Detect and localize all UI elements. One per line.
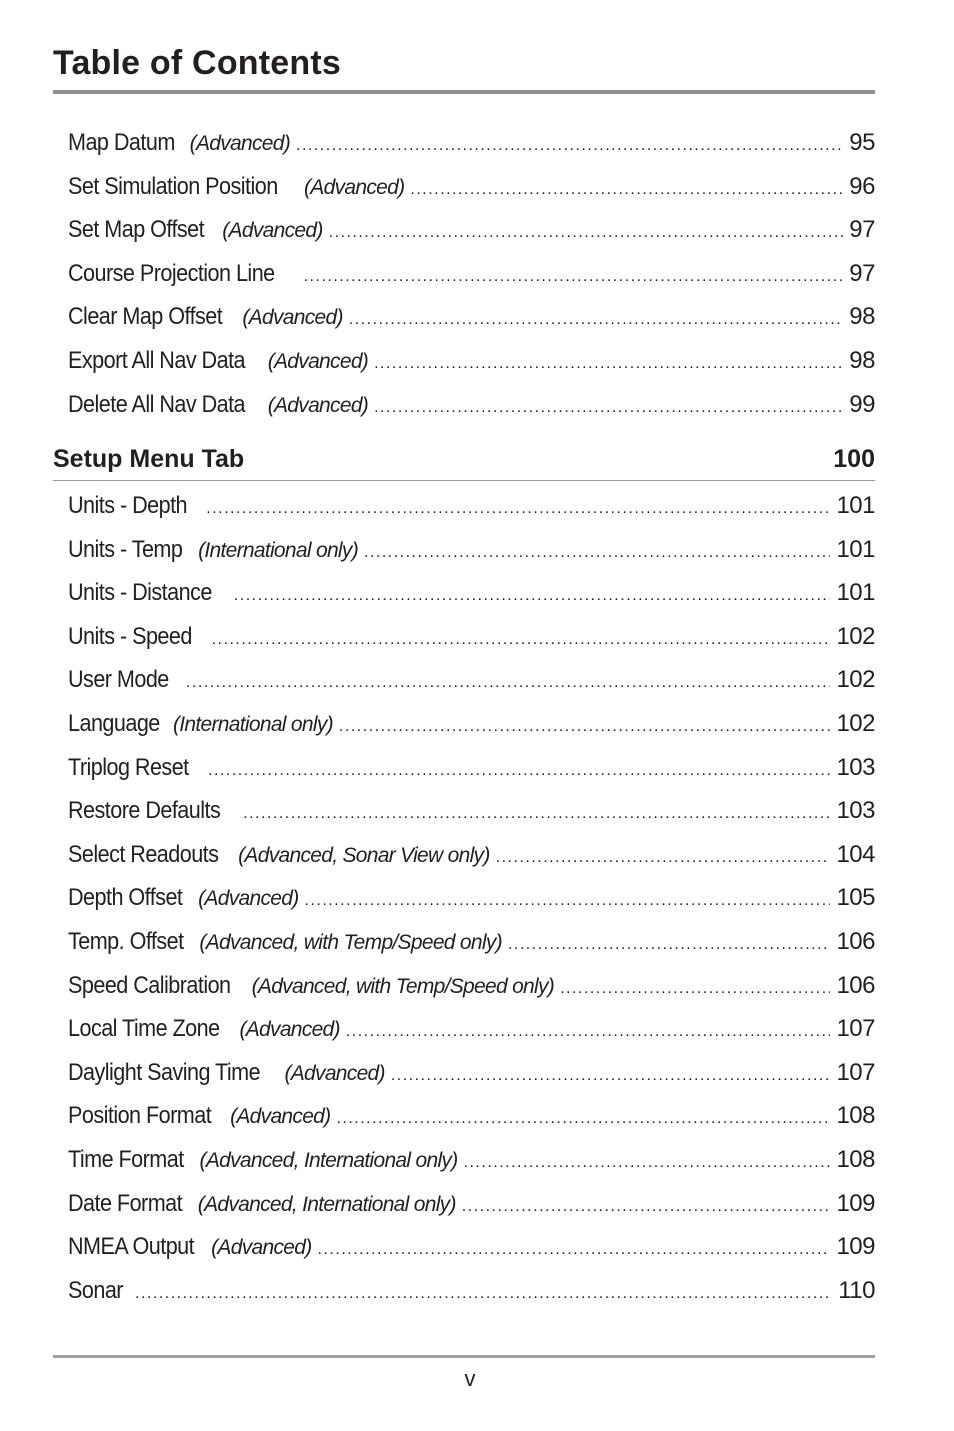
toc-entry-note: (Advanced) [198,887,299,911]
dot-leader [374,342,843,386]
toc-entry[interactable] [68,1007,875,1051]
toc-entry-label: Units - Temp [68,535,183,563]
toc-entry[interactable] [68,121,875,165]
dot-leader [410,168,843,212]
toc-entry-page-number: 107 [836,1058,875,1086]
section-title: Setup Menu Tab [53,445,245,473]
toc-entry-note: (Advanced, with Temp/Speed only) [251,974,555,998]
toc-entry-label: Units - Speed [68,622,192,650]
toc-entry-note: (Advanced, International only) [199,1148,458,1172]
section-heading-setup-menu-tab[interactable] [53,445,875,474]
dot-leader [234,574,831,618]
toc-entry-page-number: 102 [836,666,875,694]
toc-entry-label: User Mode [68,666,169,694]
toc-entry-page-number: 108 [836,1145,875,1173]
dot-leader [186,661,830,705]
toc-entry-label: Triplog Reset [68,753,189,781]
toc-entry-page-number: 101 [836,535,875,563]
dot-leader [508,923,831,967]
toc-entry-note: (Advanced) [222,219,323,243]
section-divider [53,480,875,481]
toc-entry-note: (International only) [172,712,333,736]
toc-entry[interactable] [68,964,875,1008]
toc-entry-label: Daylight Saving Time [68,1058,261,1086]
dot-leader [462,1185,831,1229]
toc-entry-note: (International only) [198,538,358,562]
page-title: Table of Contents [53,44,341,82]
dot-leader [496,836,831,880]
toc-entry-note: (Advanced) [189,132,291,155]
dot-leader [135,1272,832,1316]
toc-entry[interactable] [68,833,875,877]
toc-entry-label: Course Projection Line [68,259,275,287]
toc-entry-label: Temp. Offset [68,927,184,955]
dot-leader [339,705,831,749]
toc-entry-page-number: 106 [836,927,875,955]
toc-entry[interactable] [68,295,875,339]
toc-entry-page-number: 101 [836,579,875,607]
dot-leader [304,255,844,299]
toc-entry[interactable] [68,571,875,615]
toc-entry-page-number: 98 [849,303,875,331]
toc-entry[interactable] [68,208,875,252]
toc-entry-note: (Advanced) [304,175,405,199]
toc-entry-page-number: 97 [849,216,875,244]
toc-entry-note: (Advanced) [267,393,369,417]
toc-entry[interactable] [68,615,875,659]
dot-leader [329,211,844,255]
toc-entry-page-number: 106 [836,971,875,999]
toc-entry-note: (Advanced) [242,306,343,330]
toc-entry-page-number: 105 [836,884,875,912]
dot-leader [349,298,844,342]
toc-entry-note: (Advanced) [267,349,369,373]
toc-entry[interactable] [68,1094,875,1138]
toc-entry[interactable] [68,1182,875,1226]
toc-entry-page-number: 107 [836,1015,875,1043]
toc-entry-page-number: 109 [836,1189,875,1217]
toc-entry-page-number: 104 [836,840,875,868]
toc-entry-label: Time Format [68,1145,184,1173]
toc-entry-note: (Advanced, Sonar View only) [238,843,490,867]
toc-entry-page-number: 97 [849,259,875,287]
dot-leader [243,792,830,836]
title-divider [53,90,875,94]
toc-entry[interactable] [68,702,875,746]
toc-entry[interactable] [68,1051,875,1095]
toc-entry[interactable] [68,528,875,572]
toc-entry-label: Set Map Offset [68,216,205,244]
toc-entry-label: Date Format [68,1189,183,1217]
toc-entry[interactable] [68,339,875,383]
toc-list-navigation [68,121,875,426]
toc-entry[interactable] [68,383,875,427]
dot-leader [364,531,830,575]
toc-entry-page-number: 96 [849,172,875,200]
toc-entry-label: Units - Depth [68,492,188,519]
toc-entry-page-number: 110 [838,1276,875,1304]
dot-leader [212,618,831,662]
toc-entry[interactable] [68,252,875,296]
toc-entry-label: Position Format [68,1102,212,1130]
footer-divider [53,1355,875,1358]
toc-entry-label: Restore Defaults [68,797,221,825]
toc-entry-label: Depth Offset [68,884,183,912]
toc-entry[interactable] [68,876,875,920]
toc-entry-label: Language [68,709,160,737]
dot-leader [374,386,843,430]
toc-entry-label: Speed Calibration [68,971,231,999]
toc-entry-label: Clear Map Offset [68,303,223,331]
toc-entry-note: (Advanced) [284,1061,385,1085]
toc-entry[interactable] [68,920,875,964]
toc-entry[interactable] [68,1138,875,1182]
toc-entry-note: (Advanced, International only) [197,1192,456,1216]
toc-entry-note: (Advanced, with Temp/Speed only) [199,930,502,954]
toc-entry-page-number: 99 [849,390,875,418]
dot-leader [346,1010,831,1054]
toc-entry-label: Export All Nav Data [68,346,246,374]
toc-entry[interactable] [68,165,875,209]
toc-entry[interactable] [68,789,875,833]
toc-entry-page-number: 103 [836,753,875,781]
toc-entry-page-number: 102 [836,622,875,650]
toc-entry-label: Sonar [68,1276,123,1304]
toc-entry-page-number: 109 [836,1233,875,1261]
toc-entry[interactable] [68,1269,875,1313]
toc-entry[interactable] [68,746,875,790]
footer-page-number: v [464,1366,476,1391]
dot-leader [206,487,830,531]
dot-leader [305,879,831,923]
toc-entry-label: Map Datum [68,129,175,156]
toc-entry-page-number: 101 [836,492,875,519]
dot-leader [560,967,830,1011]
toc-entry-label: NMEA Output [68,1233,195,1261]
toc-entry-page-number: 102 [836,709,875,737]
dot-leader [336,1097,830,1141]
toc-entry[interactable] [68,1225,875,1269]
toc-entry-label: Units - Distance [68,579,212,607]
toc-entry-label: Select Readouts [68,840,219,868]
dot-leader [464,1141,831,1185]
toc-entry-page-number: 95 [849,129,875,156]
dot-leader [296,124,843,168]
toc-entry-label: Local Time Zone [68,1015,220,1043]
toc-entry-note: (Advanced) [211,1236,312,1260]
toc-entry-page-number: 103 [836,797,875,825]
dot-leader [318,1228,831,1272]
toc-entry-page-number: 108 [836,1102,875,1130]
toc-entry-note: (Advanced) [230,1105,331,1129]
toc-list-setup-menu [68,484,875,1312]
dot-leader [391,1054,831,1098]
toc-entry-label: Set Simulation Position [68,172,278,200]
section-page-number: 100 [833,445,875,473]
toc-entry-page-number: 98 [849,346,875,374]
dot-leader [208,749,830,793]
toc-entry-note: (Advanced) [239,1018,340,1042]
toc-entry-label: Delete All Nav Data [68,390,246,418]
toc-entry[interactable] [68,484,875,528]
toc-entry[interactable] [68,658,875,702]
